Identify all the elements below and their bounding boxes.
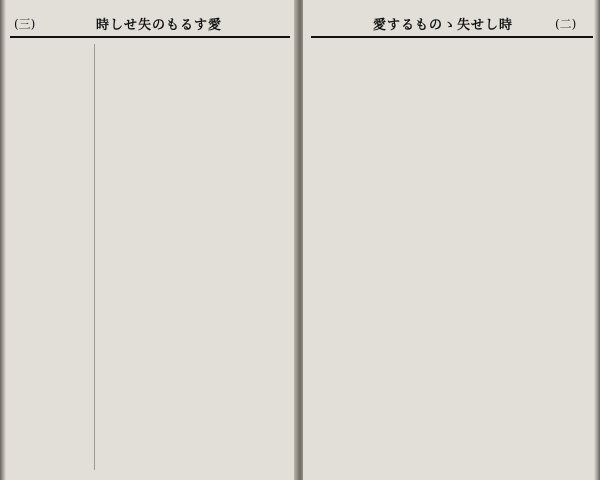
left-page-number: (三) [14, 17, 36, 31]
right-running-head: 愛するものゝ失せし時 [373, 18, 514, 33]
right-text-area [311, 44, 595, 470]
right-edge-shadow [594, 0, 600, 480]
left-section-divider [94, 44, 95, 470]
left-running-head: 時しせ失のもるす愛 [96, 18, 223, 33]
left-page [0, 0, 297, 480]
right-page-number: (二) [555, 17, 577, 31]
left-edge-shadow [0, 0, 6, 480]
left-header-rule [10, 36, 290, 38]
right-page [303, 0, 600, 480]
right-header-rule [311, 36, 593, 38]
left-text-area [10, 44, 292, 470]
